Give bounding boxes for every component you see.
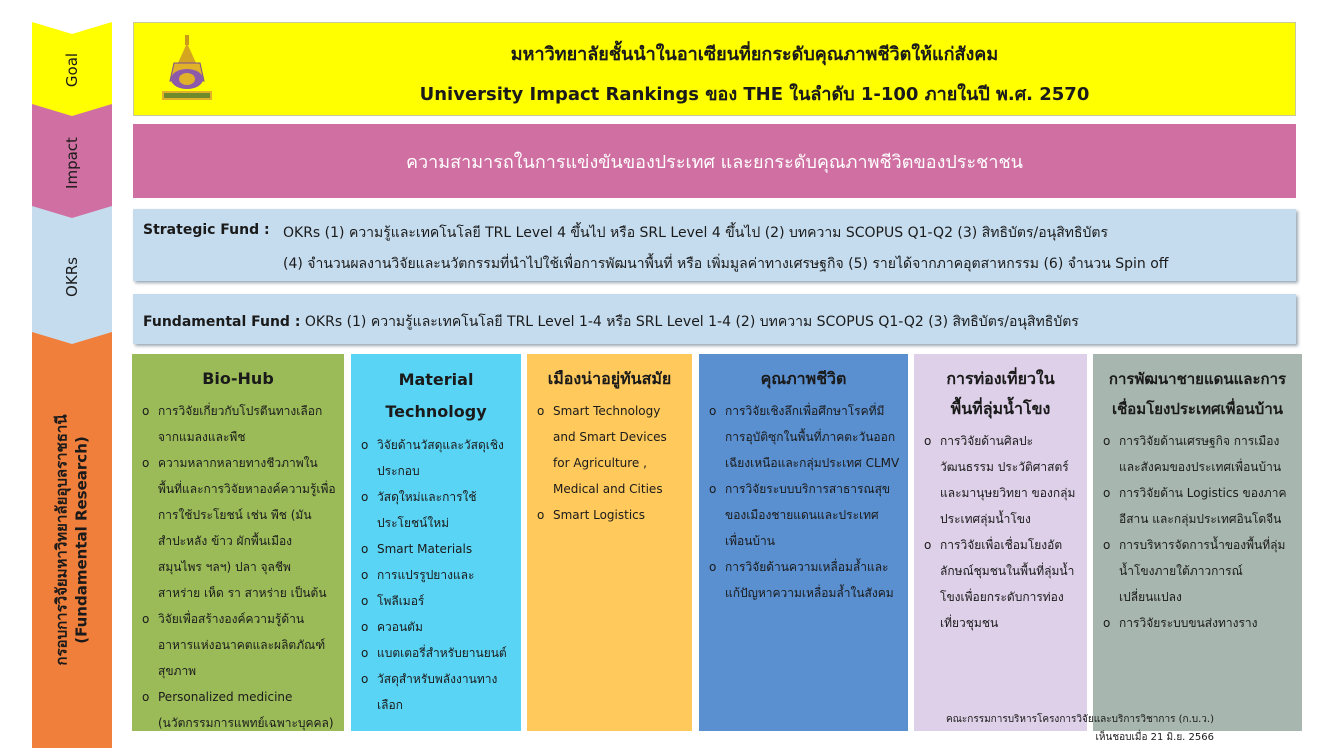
approval-committee-note: คณะกรรมการบริหารโครงการวิจัยและบริการวิชาการ (ก.บ.ว.) xyxy=(945,714,1214,725)
list-item: o การวิจัยระบบบริการสาธารณสุขของเมืองชายแดนและประเทศเพื่อนบ้าน xyxy=(707,476,900,554)
goal-line1: มหาวิทยาลัยชั้นนำในอาเซียนที่ยกระดับคุณภาพชีวิตให้แก่สังคม xyxy=(510,44,999,65)
list-item: o วิจัยด้านวัสดุและวัสดุเชิงประกอบ xyxy=(359,432,513,484)
approval-date-note: เห็นชอบเมื่อ 21 มิ.ย. 2566 xyxy=(1095,732,1214,743)
column-title-line2: พื้นที่ลุ่มน้ำโขง xyxy=(950,399,1051,418)
list-item: o วัสดุใหม่และการใช้ประโยชน์ใหม่ xyxy=(359,484,513,536)
column-bio-hub xyxy=(132,354,344,731)
impact-chevron xyxy=(32,104,112,222)
list-item: o การวิจัยด้าน Logistics ของภาคอีสาน และกลุ่มประเทศอินโดจีน xyxy=(1101,480,1294,532)
okrs-label: OKRs xyxy=(62,257,81,297)
column-quality-of-life xyxy=(699,354,908,731)
strategic-fund-line1: OKRs (1) ความรู้และเทคโนโลยี TRL Level 4 ขึ้นไป หรือ SRL Level 4 ขึ้นไป (2) บทความ SCOPUS Q1-Q2 (3) สิทธิบัตร/อนุสิทธิบัตร xyxy=(283,225,1109,241)
list-item: o การวิจัยเชิงลึกเพื่อศึกษาโรคที่มีการอุบัติซุกในพื้นที่ภาคตะวันออกเฉียงเหนือและกลุ่มประเทศ CLMV xyxy=(707,398,900,476)
list-item: o Smart Technology and Smart Devices for Agriculture , Medical and Cities xyxy=(535,398,684,502)
strategic-fund-line2: (4) จำนวนผลงานวิจัยและนวัตกรรมที่นำไปใช้เพื่อการพัฒนาพื้นที่ หรือ เพิ่มมูลค่าทางเศรษฐกิจ (5) รายได้จากภาคอุตสาหกรรม (6) จำนวน Spin off xyxy=(283,256,1169,272)
list-item: o Smart Logistics xyxy=(535,502,684,528)
column-title: เมืองน่าอยู่ทันสมัย xyxy=(547,369,672,388)
list-item: o แบตเตอรี่สำหรับยานยนต์ xyxy=(359,640,513,666)
framework-chevron xyxy=(32,332,112,748)
column-mekong-tourism xyxy=(914,354,1087,731)
fundamental-fund-label: Fundamental Fund : xyxy=(143,314,301,330)
list-item: o วัสดุสำหรับพลังงานทางเลือก xyxy=(359,666,513,718)
list-item: o การวิจัยเกี่ยวกับโปรตีนทางเลือกจากแมลงและพืช xyxy=(140,398,336,450)
list-item: o Smart Materials xyxy=(359,536,513,562)
list-item: o ความหลากหลายทางชีวภาพในพื้นที่และการวิจัยหาองค์ความรู้เพื่อการใช้ประโยชน์ เช่น พืช (มันสำปะหลัง ข้าว ผักพื้นเมือง สมุนไพร ฯลฯ) ปลา จุลชีพ สาหร่าย เห็ด รา สาหร่าย เป็นต้น xyxy=(140,450,336,606)
column-title-line1: การท่องเที่ยวใน xyxy=(946,369,1055,388)
list-item: o โพลีเมอร์ xyxy=(359,588,513,614)
fundamental-fund-band xyxy=(133,294,1296,344)
list-item: o การวิจัยระบบขนส่งทางราง xyxy=(1101,610,1294,636)
goal-line2: University Impact Rankings ของ THE ในลำดับ 1-100 ภายในปี พ.ศ. 2570 xyxy=(419,84,1090,105)
column-title-line2: Technology xyxy=(385,402,487,421)
column-title: Bio-Hub xyxy=(202,369,274,388)
university-seal-icon xyxy=(158,33,216,107)
list-item: o Personalized medicine (นวัตกรรมการแพทย์เฉพาะบุคคล) xyxy=(140,684,336,736)
impact-label: Impact xyxy=(62,137,81,189)
okrs-chevron xyxy=(32,206,112,348)
list-item: o การวิจัยเพื่อเชื่อมโยงอัตลักษณ์ชุมชนในพื้นที่ลุ่มน้ำโขงเพื่อยกระดับการท่องเที่ยวชุมชน xyxy=(922,532,1079,636)
impact-text: ความสามารถในการแข่งขันของประเทศ และยกระดับคุณภาพชีวิตของประชาชน xyxy=(406,151,1023,173)
column-border-development xyxy=(1093,354,1302,731)
framework-label-line1: กรอบการวิจัยมหาวิทยาลัยอุบลราชธานี xyxy=(53,414,71,666)
list-item: o ควอนตัม xyxy=(359,614,513,640)
column-title-line2: เชื่อมโยงประเทศเพื่อนบ้าน xyxy=(1111,400,1284,418)
strategic-fund-label: Strategic Fund : xyxy=(143,222,270,238)
impact-band xyxy=(133,124,1296,198)
goal-band xyxy=(133,22,1296,116)
framework-label-line2: (Fundamental Research) xyxy=(73,436,91,644)
column-title: คุณภาพชีวิต xyxy=(760,369,847,388)
list-item: o การบริหารจัดการน้ำของพื้นที่ลุ่มน้ำโขงภายใต้ภาวการณ์เปลี่ยนแปลง xyxy=(1101,532,1294,610)
list-item: o วิจัยเพื่อสร้างองค์ความรู้ด้านอาหารแห่งอนาคตและผลิตภัณฑ์สุขภาพ xyxy=(140,606,336,684)
list-item: o การแปรรูปยางและ xyxy=(359,562,513,588)
column-material-technology xyxy=(351,354,521,731)
goal-label: Goal xyxy=(62,52,81,88)
list-item: o การวิจัยด้านความเหลื่อมล้ำและแก้ปัญหาความเหลื่อมล้ำในสังคม xyxy=(707,554,900,606)
column-title-line1: การพัฒนาชายแดนและการ xyxy=(1108,370,1287,388)
strategic-fund-band xyxy=(133,209,1296,281)
list-item: o การวิจัยด้านศิลปะ วัฒนธรรม ประวัติศาสตร์ และมานุษยวิทยา ของกลุ่มประเทศลุ่มน้ำโขง xyxy=(922,428,1079,532)
list-item: o การวิจัยด้านเศรษฐกิจ การเมืองและสังคมของประเทศเพื่อนบ้าน xyxy=(1101,428,1294,480)
fundamental-fund-text: OKRs (1) ความรู้และเทคโนโลยี TRL Level 1-4 หรือ SRL Level 1-4 (2) บทความ SCOPUS Q1-Q2 (3) สิทธิบัตร/อนุสิทธิบัตร xyxy=(304,314,1079,330)
column-title-line1: Material xyxy=(398,370,474,389)
column-smart-city xyxy=(527,354,692,731)
